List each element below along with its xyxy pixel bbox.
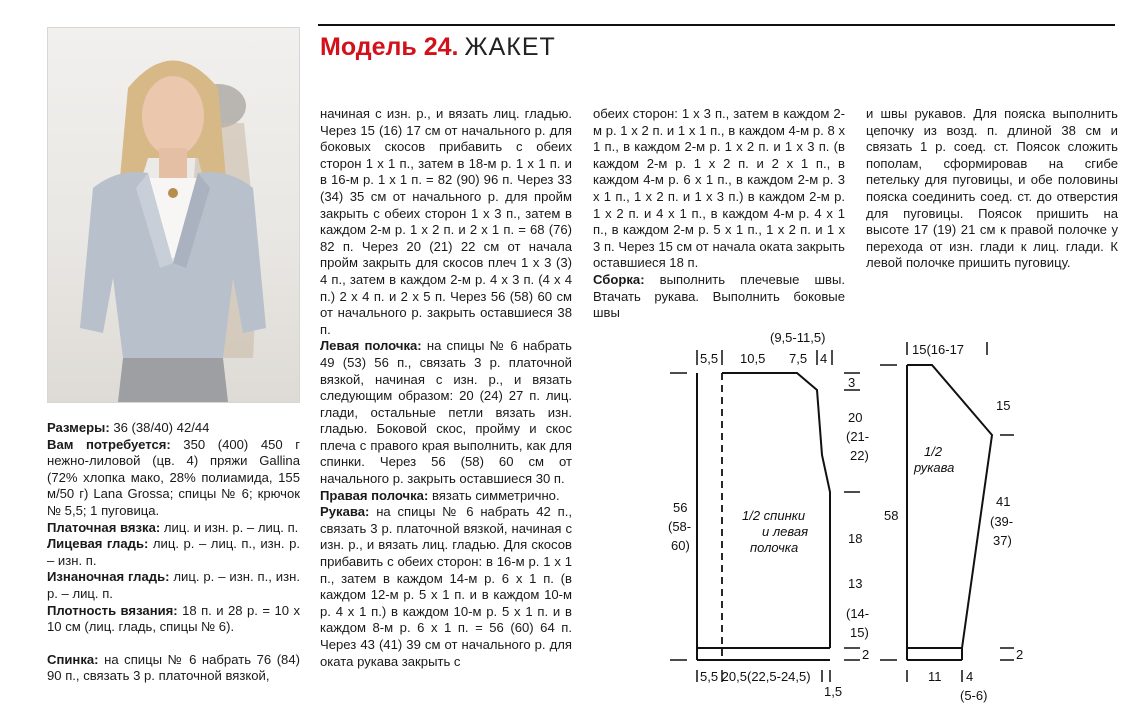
reverse-paragraph — [47, 569, 300, 602]
dim-sleeve-4: 4 — [966, 669, 974, 684]
dim-shoulder-range: (9,5-11,5) — [770, 330, 826, 345]
left-front-label: Левая полочка: — [320, 338, 422, 354]
dim-left-58-60a: (58- — [668, 519, 692, 534]
text-column-4 — [866, 106, 1118, 272]
dim-side-21-22b: 22) — [850, 448, 869, 463]
assembly-value: выполнить плечевые швы. Втачать рукава. Выполнить боковые швы — [593, 271, 845, 321]
dim-sleeve-11: 11 — [928, 669, 942, 684]
sleeves-paragraph — [320, 504, 572, 670]
sizes-label: Размеры: — [47, 420, 110, 435]
back-piece-label-line1: 1/2 спинки — [742, 508, 806, 523]
page-title — [320, 32, 556, 62]
dim-side-20: 20 — [848, 410, 863, 425]
model-photo-illustration — [48, 28, 299, 402]
pattern-schematic — [662, 330, 1032, 710]
back-continued-paragraph: начиная с изн. р., и вязать лиц. гладью. Через 15 (16) 17 см от начального р. для боковых скосов прибавить с обеих сторон 1 х 1 п., затем в 18-м р. 1 х 1 п. и в 16-м р. 1 х 1 п. = 82 (90) 96 п. Через 33 (34) 35 см от начального р. для пройм закрыть с обеих сторон 1 х 3 п., затем в каждом 2-м р. 1 х 2 п. и 2 х 1 п. = 68 (76) 82 п. Через 20 (21) 22 см от начала пройм закрыть для скосов плеч 1 х 3 (3) 4 п., затем в каждом 2-м р. 4 х 3 п. (4 х 4 п.) 2 х 4 п. и 2 х 5 п. Через 56 (58) 60 см от начального р. закрыть оставшиеся 38 п. — [320, 106, 572, 337]
left-front-value: на спицы № 6 набрать 49 (53) 56 п., связать 3 р. платочной вязкой, начиная с изн. р., и вязать следующим образом: 20 (24) 27 п. лиц. глади, остальные петли вязать изн. гладью. Боковой скос, пройму и скос плеча с правого края выполнить, как для спинки. Через 56 (58) 60 см от начального р. закрыть оставшиеся 30 п. — [320, 338, 572, 487]
assembly-label: Сборка: — [593, 271, 645, 287]
finishing-paragraph: и швы рукавов. Для пояска выполнить цепочку из возд. п. длиной 38 см и связать 1 р. соед. ст. Поясок сложить пополам, сформировав на сгибе петельку для пуговицы, и обе половины пояска соединить соед. ст. до отверстия для пуговицы. Поясок пришить на высоте 17 (19) 21 см к правой полочке у перехода от изн. глади к лиц. глади. К левой полочке пришить пуговицу. — [866, 106, 1118, 271]
sizes-paragraph — [47, 420, 300, 437]
gauge-label: Плотность вязания: — [47, 602, 178, 618]
right-front-paragraph — [320, 488, 572, 505]
gauge-paragraph — [47, 603, 300, 636]
back-paragraph — [47, 652, 300, 685]
dim-side-14-15b: 15) — [850, 625, 869, 640]
dim-bottom-15: 1,5 — [824, 684, 843, 699]
model-number: Модель 24. — [320, 33, 459, 61]
back-piece-label-line3: полочка — [750, 540, 799, 555]
dim-sleeve-41: 41 — [996, 494, 1011, 509]
sleeve-piece-outline — [907, 365, 992, 660]
left-front-paragraph — [320, 338, 572, 487]
garter-paragraph — [47, 520, 300, 537]
dim-left-56: 56 — [673, 500, 688, 515]
sleeve-cap-paragraph: обеих сторон: 1 х 3 п., затем в каждом 2-м р. 1 х 2 п. и 1 х 1 п., в каждом 4-м р. 8 х 1 п., в каждом 2-м р. 1 х 2 п. и 1 х 3 п. (в каждом 2-м р. 1 х 2 п. и 2 х 1 п., в каждом 4-м р. 6 х 1 п., в каждом 2-м р. 3 х 1 п., 1 х 2 п. и 1 х 3 п.) в каждом 2-м р. 1 х 2 п. и 4 х 1 п., в каждом 4-м р. 4 х 1 п., в каждом 2-м р. 5 х 1 п., 1 х 2 п. и 1 х 3 п. Через 15 см от начала оката закрыть оставшиеся 18 п. — [593, 106, 845, 271]
gauge-value: 18 п. и 28 р. = 10 х 10 см (лиц. гладь, спицы № 6). — [47, 602, 300, 635]
dim-top-55: 5,5 — [700, 351, 719, 366]
sleeves-value: на спицы № 6 набрать 42 п., связать 3 р. платочной вязкой, начиная с изн. р., и вязать лиц. гладью. Для скосов прибавить с обеих сторон: в 16-м р. 1 х 1 п., затем в каждом 14-м р. 6 х 1 п. (в каждом 12-м р. 5 х 1 п. и в каждом 10-м р. 4 х 1 п.) в каждом 10-м р. 5 х 1 п. и в каждом 8-м р. 6 х 1 п. = 56 (60) 64 п. Через 43 (41) 39 см от начального р. для оката рукава закрыть с — [320, 504, 572, 669]
paragraph-gap — [47, 636, 300, 652]
model-name: ЖАКЕТ — [464, 33, 556, 61]
dim-sleeve-15: 15 — [996, 398, 1011, 413]
reverse-label: Изнаночная гладь: — [47, 569, 170, 585]
sleeve-piece-label-line1: 1/2 — [924, 444, 943, 459]
back-value: на спицы № 6 набрать 76 (84) 90 п., связать 3 р. платочной вязкой, — [47, 651, 300, 684]
dim-sleeve-2: 2 — [1016, 647, 1024, 662]
garter-label: Платочная вязка: — [47, 519, 161, 535]
back-label: Спинка: — [47, 651, 99, 667]
dim-left-58-60b: 60) — [671, 538, 690, 553]
right-front-value: вязать симметрично. — [428, 487, 560, 503]
sleeves-label: Рукава: — [320, 504, 370, 520]
dim-side-18: 18 — [848, 531, 863, 546]
dim-side-2: 2 — [862, 647, 870, 662]
dim-top-105: 10,5 — [740, 351, 766, 366]
title-rule — [318, 24, 1115, 26]
right-front-label: Правая полочка: — [320, 487, 429, 503]
stockinette-value: лиц. р. – лиц. п., изн. р. – изн. п. — [47, 536, 300, 568]
text-column-1 — [47, 420, 300, 685]
dim-sleeve-5-6: (5-6) — [960, 688, 988, 703]
dim-side-3: 3 — [848, 375, 856, 390]
dim-sleeve-39-37b: 37) — [993, 533, 1012, 548]
assembly-paragraph — [593, 272, 845, 322]
materials-value: 350 (400) 450 г нежно-лиловой (цв. 4) пряжи Gallina (72% хлопка мако, 28% полиамида, 155 м/50 г) Lana Grossa; спицы № 6; крючок № 5,5; 1 пуговица. — [47, 436, 300, 518]
materials-label: Вам потребуется: — [47, 436, 171, 452]
sleeve-piece-label-line2: рукава — [914, 460, 955, 475]
dim-top-4: 4 — [820, 351, 828, 366]
dim-sleeve-58: 58 — [884, 508, 899, 523]
dim-side-14-15a: (14- — [846, 606, 870, 621]
text-column-2 — [320, 106, 572, 670]
sizes-value: 36 (38/40) 42/44 — [109, 420, 210, 435]
garter-value: лиц. и изн. р. – лиц. п. — [160, 519, 299, 535]
stockinette-paragraph — [47, 536, 300, 569]
dim-side-13: 13 — [848, 576, 863, 591]
model-photo — [47, 27, 300, 403]
dim-top-75: 7,5 — [789, 351, 808, 366]
dim-side-21-22a: (21- — [846, 429, 870, 444]
stockinette-label: Лицевая гладь: — [47, 536, 149, 552]
text-column-3 — [593, 106, 845, 322]
dim-sleeve-top: 15(16-17 — [912, 342, 965, 357]
dim-sleeve-39-37a: (39- — [990, 514, 1014, 529]
dim-bottom-back: 5,5 20,5(22,5-24,5) — [700, 669, 811, 684]
materials-paragraph — [47, 437, 300, 520]
reverse-value: лиц. р. – изн. п., изн. р. – лиц. п. — [47, 569, 300, 601]
back-piece-label-line2: и левая — [762, 524, 809, 539]
